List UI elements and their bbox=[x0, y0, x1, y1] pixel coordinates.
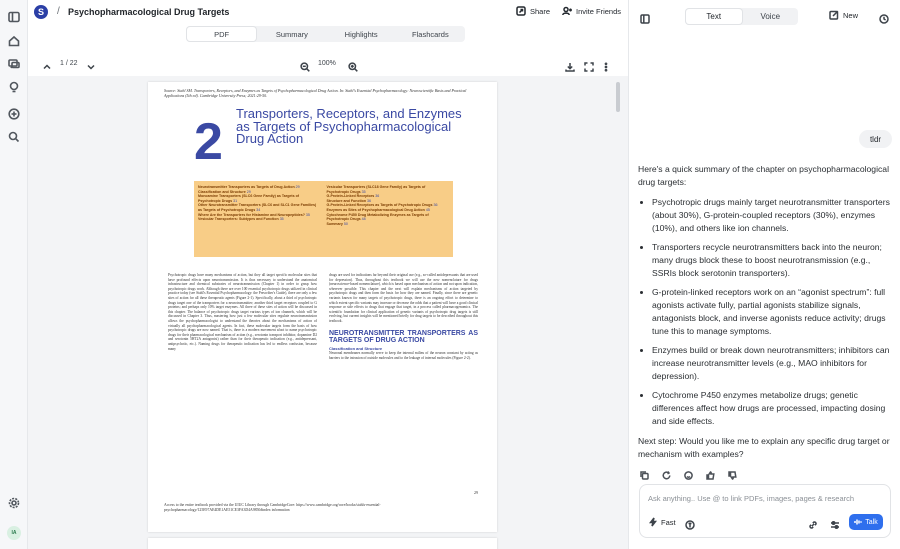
new-chat-button[interactable] bbox=[829, 10, 858, 20]
pdf-toolbar bbox=[28, 53, 628, 75]
contents-entry bbox=[327, 222, 450, 227]
body-text bbox=[168, 273, 478, 360]
waveform-icon bbox=[854, 518, 862, 526]
contents-entry-page: 50 bbox=[343, 221, 348, 226]
chat-input[interactable] bbox=[648, 491, 878, 505]
contents-column-right bbox=[327, 185, 450, 253]
page-footer: Access to the entire textbook provided via the UIUC Library through CambridgeCore: https://www.cambridge.org/core/books/stahls-essential-psychopharmacology/125E97AE4DE1AE51CE3FA3D4A9850#index information bbox=[164, 503, 381, 512]
answer-intro: Here's a quick summary of the chapter on psychopharmacological drug targets: bbox=[638, 164, 889, 187]
chat-panel bbox=[628, 0, 900, 549]
chat-mode-tabs bbox=[685, 8, 798, 25]
contents-entry-title: Other Neurotransmitter Transporters (SLC6 and SLC1 Gene Families) as Targets of Psychotropic Drugs bbox=[198, 203, 317, 212]
user-plus-icon bbox=[562, 6, 572, 16]
sidebar-toggle-icon[interactable] bbox=[6, 9, 22, 25]
zoom-level: 100% bbox=[318, 60, 336, 67]
share-button[interactable] bbox=[516, 6, 550, 16]
fullscreen-icon[interactable] bbox=[584, 59, 594, 69]
source-citation: Source: Stahl SM. Transporters, Receptors, and Enzymes as Targets of Psychopharmacological Drug Action. In: Stahl's Essential Psychopharmacology: Neuroscientific Basis and Practical Applications (5th ed). Cambridge University Press; 2021:29-50. bbox=[164, 88, 467, 98]
contents-entry-title: G-Protein-Linked Receptors bbox=[326, 194, 375, 199]
contents-entry bbox=[198, 203, 321, 212]
app-logo[interactable]: S bbox=[34, 5, 48, 19]
page-up-icon[interactable] bbox=[42, 59, 52, 69]
new-chat-label: New bbox=[843, 10, 859, 20]
page-number: 29 bbox=[474, 490, 478, 495]
contents-entry bbox=[327, 213, 450, 222]
body-column-left: Psychotropic drugs have many mechanisms of action, but they all target specific molecular sites that have profound effects upon neurotransmission. It is thus necessary to understand the anatomical infrastructure and chemical substrates of neurotransmission (Chapter 1) in order to grasp how psychotropic drugs work. Although there are over 100 essential psychotropic drugs utilized in clinical practice today (see Stahl's Essential Psychopharmacology: the Prescriber's Guide), there are only a few sites of action for all these therapeutic agents (Figure 2-1). Specifically, about a third of psychotropic drugs target one of the transporters for a neurotransmitter; another third target receptors coupled to G proteins; and perhaps only 10% target enzymes. All three of these sites of action will be discussed in this chapter. The balance of psychotropic drugs target various types of ion channels, which will be discussed in Chapter 3. Thus, mastering how just a few molecular sites regulate neurotransmission allows the psychopharmacologist to understand the theories about the mechanisms of action of virtually all psychopharmacological agents. In fact, these molecular targets form the basis of how psychotropic drugs are now named. That is, there is a modern movement afoot to name psychotropic drugs for their pharmacological mechanism of action (e.g., serotonin transport inhibitor, dopamine D2 and serotonin 5HT2A antagonist) rather than for their therapeutic indication (e.g., antidepressant, antipsychotic, etc.). Naming drugs for therapeutic indication has led to endless confusion, because many bbox=[168, 273, 317, 351]
contents-entry-page: 36 bbox=[367, 198, 372, 203]
header bbox=[28, 0, 628, 26]
tab-highlights[interactable]: Highlights bbox=[344, 29, 378, 39]
avatar[interactable]: IA bbox=[7, 526, 21, 540]
contents-entry-title: Summary bbox=[326, 221, 343, 226]
chapter-number: 2 bbox=[194, 113, 223, 171]
contents-entry-title: G-Protein-Linked Receptors as Targets of Psychotropic Drugs bbox=[326, 203, 433, 208]
add-icon[interactable] bbox=[6, 106, 22, 122]
contents-entry-page: 29 bbox=[246, 189, 251, 194]
regenerate-icon[interactable] bbox=[662, 467, 671, 485]
list-item: • G-protein-linked receptors work on an “agonist spectrum”: full agonists activate fully, partial agonists stabilize signals, antagonists block, and inverse agonists reduce activity; drugs tune this to manage symptoms. bbox=[652, 286, 893, 338]
contents-entry bbox=[198, 217, 321, 222]
contents-entry-page: 31 bbox=[233, 198, 238, 203]
contents-entry-title: Where Are the Transporters for Histamine and Neuropeptides? bbox=[198, 212, 305, 217]
contents-entry-title: Vesicular Transporters: Subtypes and Function bbox=[198, 217, 279, 222]
user-message: tldr bbox=[859, 130, 892, 148]
body-column-right bbox=[329, 273, 478, 360]
zoom-in-icon[interactable] bbox=[348, 59, 358, 69]
lightbulb-icon[interactable] bbox=[6, 79, 22, 95]
contents-entry-title: Structure and Function bbox=[326, 198, 367, 203]
message-actions bbox=[640, 467, 737, 485]
assistant-message bbox=[638, 163, 893, 461]
subsection-heading: Classification and Structure bbox=[329, 345, 383, 351]
share-icon bbox=[516, 6, 526, 16]
panel-toggle-icon[interactable] bbox=[640, 11, 650, 21]
answer-outro: Next step: Would you like me to explain any specific drug target or mechanism with examples? bbox=[638, 436, 890, 459]
link-icon[interactable] bbox=[808, 517, 818, 527]
tab-summary[interactable]: Summary bbox=[275, 29, 308, 39]
page-indicator: 1 / 22 bbox=[60, 60, 78, 67]
list-item: • Transporters recycle neurotransmitters back into the neuron; many drugs block these to boost neurotransmission (e.g., SSRIs block serotonin transporters). bbox=[652, 241, 893, 280]
search-icon[interactable] bbox=[6, 129, 22, 145]
view-tabs bbox=[186, 26, 465, 42]
contents-entry bbox=[327, 185, 450, 194]
chapter-title: Transporters, Receptors, and Enzymes as Targets of Psychopharmacological Drug Action bbox=[236, 106, 462, 146]
contents-entry-page: 36 bbox=[375, 194, 380, 199]
contents-entry-page: 35 bbox=[279, 217, 284, 222]
settings-icon[interactable] bbox=[6, 495, 22, 511]
contents-entry-page: 36 bbox=[433, 203, 438, 208]
body-right-text: drugs are used for indications far beyond their original use (e.g., so-called antidepressants that are used for depression). Thus, throughout this textbook we will use the new nomenclature for drugs (neuroscience-based nomenclature), which is based upon mechanism of action and not upon indication, wherever possible. This chapter and the next will explain mechanisms of action targeted by psychotropic drugs and then form the basis for how they are named. Finally, since there are genetic variants known for many targets of psychotropic drugs, there is an ongoing effort to determine to which extent specific variants may increase or decrease the odds that a patient will have a good clinical response or side effects to drugs that engage that target, in a process called pharmacogenomics. The scientific foundation for clinical application of genetic variants of psychotropic drug targets is still evolving, but current insights will be mentioned briefly for drug targets to be described throughout this textbook. bbox=[329, 273, 478, 323]
contents-entry-page: 29 bbox=[295, 185, 300, 189]
section-heading: NEUROTRANSMITTER TRANSPORTERS AS TARGETS OF DRUG ACTION bbox=[329, 329, 478, 344]
list-item: • Enzymes build or break down neurotransmitters; inhibitors can increase neurotransmitter levels (e.g., MAO inhibitors for depression). bbox=[652, 344, 893, 383]
answer-list bbox=[652, 196, 893, 428]
share-label: Share bbox=[530, 6, 551, 16]
tab-flashcards[interactable]: Flashcards bbox=[412, 29, 449, 39]
zoom-out-icon[interactable] bbox=[300, 59, 310, 69]
page-down-icon[interactable] bbox=[86, 59, 96, 69]
invite-label: Invite Friends bbox=[576, 6, 622, 16]
pdf-viewer[interactable] bbox=[28, 76, 628, 549]
contents-entry-title: Neurotransmitter Transporters as Targets of Drug Action bbox=[198, 185, 295, 189]
contents-entry-page: 48 bbox=[361, 217, 366, 222]
pdf-page bbox=[148, 82, 497, 532]
more-options-icon[interactable] bbox=[601, 59, 611, 69]
pdf-scrollbar[interactable] bbox=[616, 82, 620, 112]
download-icon[interactable] bbox=[565, 59, 575, 69]
list-item: • Psychotropic drugs mainly target neurotransmitter transporters (about 30%), G-protein-coupled receptors (30%), enzymes (10%), and others like ion channels. bbox=[652, 196, 893, 235]
page-title: Psychopharmacological Drug Targets bbox=[68, 7, 230, 17]
thumbs-down-icon[interactable] bbox=[728, 467, 737, 485]
tab-voice[interactable]: Voice bbox=[760, 12, 781, 21]
contents-entry-title: Classification and Structure bbox=[198, 189, 246, 194]
talk-button[interactable] bbox=[849, 514, 883, 530]
tab-text[interactable]: Text bbox=[686, 9, 742, 24]
model-icon[interactable] bbox=[685, 517, 695, 527]
contents-entry bbox=[198, 194, 321, 203]
home-icon[interactable] bbox=[6, 33, 22, 49]
edit-icon bbox=[829, 10, 839, 20]
history-icon[interactable] bbox=[879, 11, 889, 21]
pdf-page-next bbox=[148, 538, 497, 549]
lightning-icon bbox=[648, 517, 658, 527]
contents-entry-title: Vesicular Transporters (SLC18 Gene Family) as Targets of Psychotropic Drugs bbox=[326, 185, 426, 194]
invite-friends-button[interactable] bbox=[562, 6, 621, 16]
contents-entry-title: Enzymes as Sites of Psychopharmacological Drug Action bbox=[326, 207, 425, 212]
chapter-contents-box bbox=[194, 181, 453, 257]
chat-input-box bbox=[639, 484, 891, 538]
contents-entry-title: Cytochrome P450 Drug Metabolizing Enzymes as Targets of Psychotropic Drugs bbox=[326, 212, 429, 222]
subsection-text: Neuronal membranes normally serve to keep the internal milieu of the neuron constant by acting as barriers to the intrusion of outside molecules and to the leakage of internal molecules (Figure 2-2). bbox=[329, 351, 478, 360]
copy-icon[interactable] bbox=[640, 467, 649, 485]
breadcrumb-separator: / bbox=[57, 6, 60, 17]
list-item: • Cytochrome P450 enzymes metabolize drugs; genetic differences affect how drugs are processed, impacting dosing and side effects. bbox=[652, 389, 893, 428]
emoji-icon[interactable] bbox=[684, 467, 693, 485]
contents-entry-page: 34 bbox=[256, 207, 261, 212]
fast-mode-button[interactable] bbox=[648, 515, 676, 529]
tab-pdf[interactable]: PDF bbox=[187, 27, 256, 41]
chat-icon[interactable] bbox=[6, 56, 22, 72]
contents-entry-page: 45 bbox=[425, 207, 430, 212]
contents-column-left bbox=[198, 185, 321, 253]
fast-label: Fast bbox=[661, 517, 676, 527]
left-rail bbox=[0, 0, 28, 549]
thumbs-up-icon[interactable] bbox=[706, 467, 715, 485]
tools-icon[interactable] bbox=[830, 517, 840, 527]
contents-entry-page: 35 bbox=[305, 212, 310, 217]
talk-label: Talk bbox=[865, 518, 878, 526]
contents-entry-page: 35 bbox=[361, 189, 366, 194]
contents-entry-title: Monoamine Transporters (SLC6 Gene Family) as Targets of Psychotropic Drugs bbox=[198, 194, 299, 203]
